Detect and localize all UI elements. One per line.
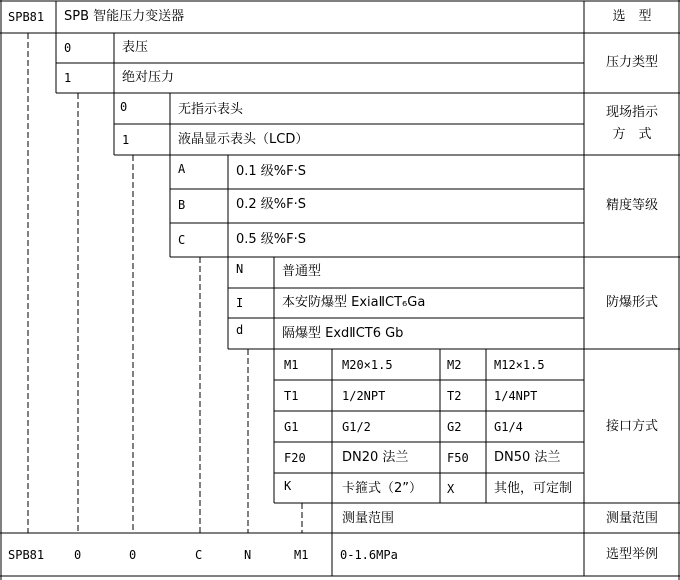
conn-code2-2: G2	[447, 420, 462, 434]
pressure-desc-1: 绝对压力	[122, 70, 175, 85]
example-model: SPB81	[8, 548, 45, 562]
example-display: 0	[129, 548, 137, 562]
display-label-line2: 方 式	[612, 127, 652, 142]
conn-desc2-3: DN50 法兰	[494, 450, 561, 465]
accuracy-desc-a: 0.1 级%F·S	[236, 164, 307, 179]
example-range: 0-1.6MPa	[340, 548, 398, 562]
display-code-0: 0	[120, 100, 128, 114]
selection-label: 选 型	[612, 9, 652, 24]
accuracy-desc-c: 0.5 级%F·S	[236, 232, 307, 247]
pressure-type-label: 压力类型	[605, 55, 658, 70]
conn-desc1-1: 1/2NPT	[342, 389, 386, 403]
example-conn: M1	[294, 548, 309, 562]
accuracy-code-c: C	[178, 233, 186, 247]
conn-desc1-2: G1/2	[342, 420, 371, 434]
conn-code1-1: T1	[284, 389, 299, 403]
conn-code2-1: T2	[447, 389, 462, 403]
pressure-code-0: 0	[64, 41, 72, 55]
example-ex: N	[244, 548, 252, 562]
example-label: 选型举例	[605, 547, 658, 562]
accuracy-label: 精度等级	[605, 198, 658, 213]
conn-code1-2: G1	[284, 420, 299, 434]
accuracy-code-a: A	[178, 162, 186, 176]
conn-desc2-1: 1/4NPT	[494, 389, 538, 403]
product-name: SPB 智能压力变送器	[64, 9, 185, 24]
accuracy-code-b: B	[178, 198, 186, 212]
example-accuracy: C	[195, 548, 203, 562]
range-label: 测量范围	[605, 511, 658, 526]
display-desc-1: 液晶显示表头（LCD）	[178, 132, 309, 147]
conn-code2-3: F50	[447, 451, 469, 465]
ex-desc-n: 普通型	[282, 264, 322, 279]
conn-code2-0: M2	[447, 358, 462, 372]
conn-code1-0: M1	[284, 358, 299, 372]
ex-label: 防爆形式	[605, 295, 658, 310]
accuracy-desc-b: 0.2 级%F·S	[236, 197, 307, 212]
conn-desc2-4: 其他，可定制	[494, 481, 573, 496]
conn-code1-3: F20	[284, 451, 306, 465]
example-pressure: 0	[74, 548, 82, 562]
range-desc: 测量范围	[342, 511, 395, 526]
ex-code-d: d	[236, 323, 244, 337]
ex-code-n: N	[236, 262, 244, 276]
pressure-code-1: 1	[64, 71, 72, 85]
display-desc-0: 无指示表头	[178, 102, 244, 117]
conn-desc1-3: DN20 法兰	[342, 450, 409, 465]
conn-code1-4: K	[284, 479, 292, 493]
model-code: SPB81	[8, 10, 45, 24]
conn-code2-4: X	[447, 482, 455, 496]
display-code-1: 1	[122, 133, 130, 147]
conn-desc2-0: M12×1.5	[494, 358, 545, 372]
connection-label: 接口方式	[605, 419, 658, 434]
conn-desc1-0: M20×1.5	[342, 358, 393, 372]
ex-desc-d: 隔爆型 ExdⅡCT6 Gb	[282, 326, 404, 341]
conn-desc1-4: 卡箍式（2”）	[342, 481, 423, 496]
ex-code-i: I	[236, 296, 244, 310]
display-label-line1: 现场指示	[605, 105, 658, 120]
conn-desc2-2: G1/4	[494, 420, 523, 434]
ex-desc-i: 本安防爆型 ExiaⅡCT₆Ga	[282, 295, 426, 310]
pressure-desc-0: 表压	[122, 40, 149, 55]
